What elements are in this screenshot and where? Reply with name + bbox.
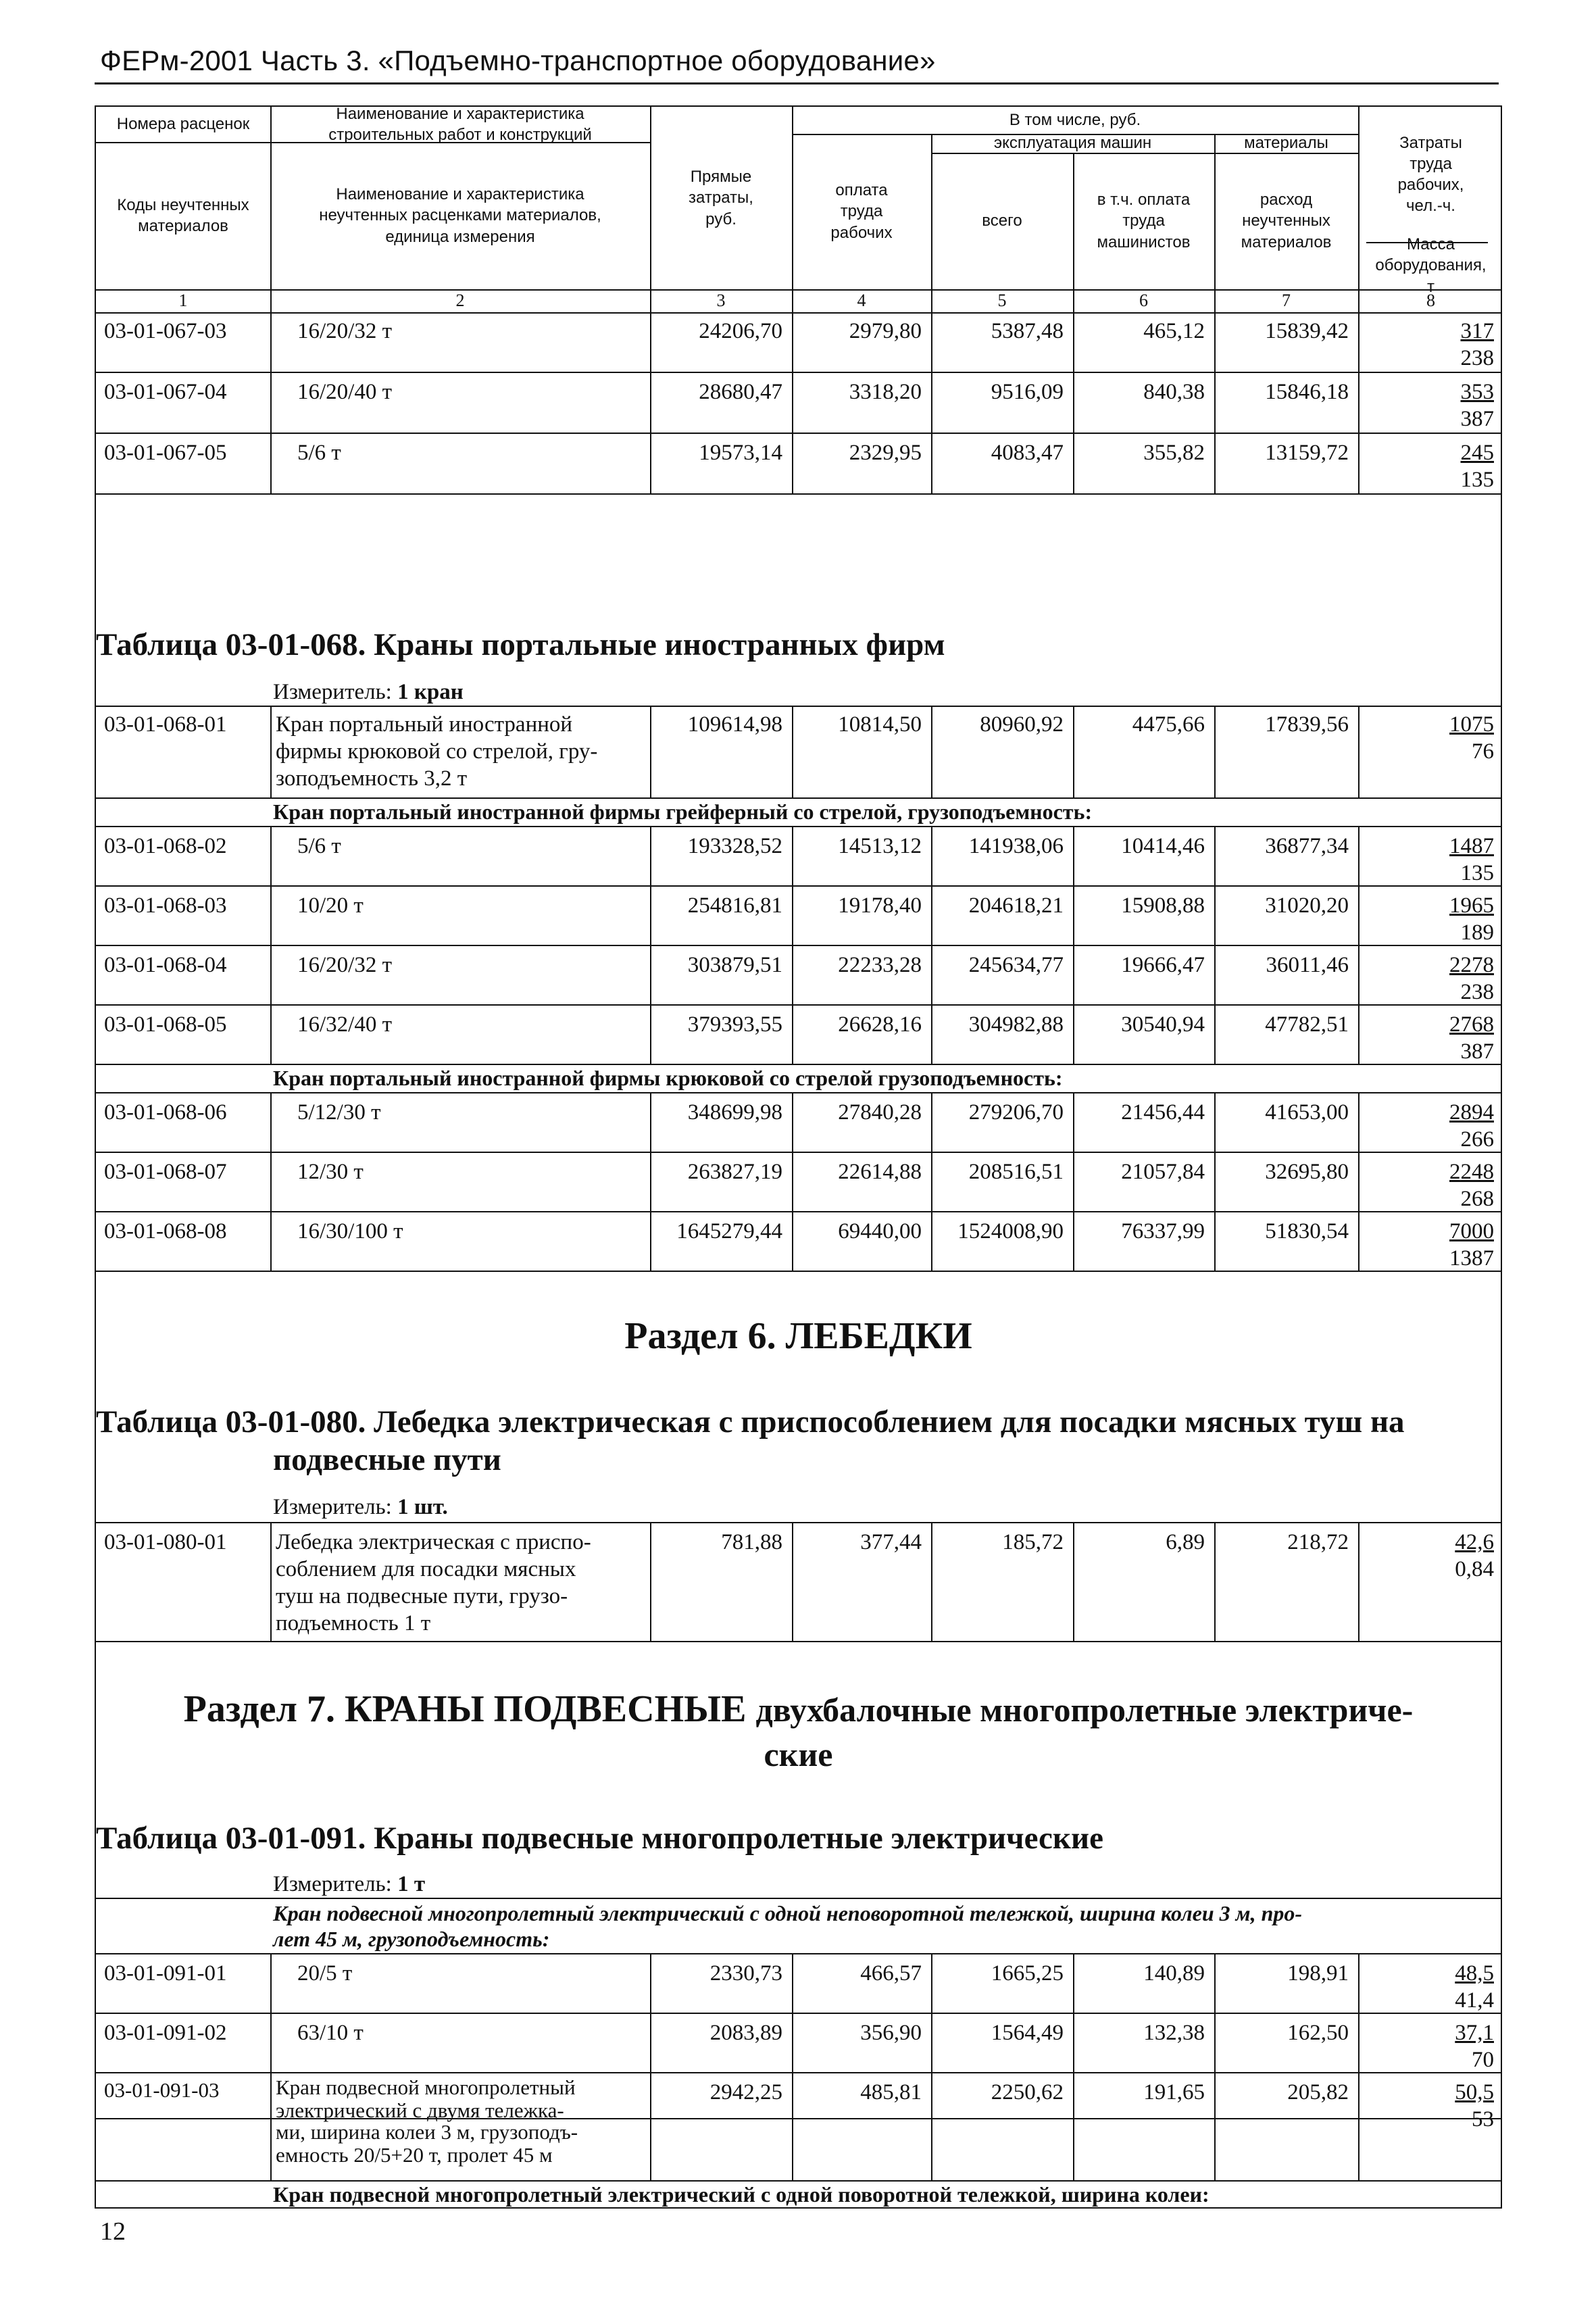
colnum-5: 5 — [997, 291, 1007, 310]
group-heading-line: лет 45 м, грузоподъемность: — [273, 1927, 550, 1951]
row-mass-value: 238 — [1460, 346, 1494, 370]
row-materials: 31020,20 — [1265, 893, 1349, 918]
section-7-sub-cont: ские — [764, 1736, 833, 1773]
group-heading-line: Кран подвесной многопролетный электрический с одной неповоротной тележкой, ширина колеи 3 м, про- — [273, 1901, 1303, 1925]
row-mass-value: 41,4 — [1455, 1988, 1494, 2013]
table-header — [96, 104, 1501, 296]
row-mass-value: 387 — [1460, 1039, 1494, 1064]
row-labor-value: 1075 — [1449, 712, 1494, 737]
row-machines-total: 304982,88 — [968, 1012, 1064, 1037]
row-materials: 205,82 — [1287, 2080, 1349, 2104]
table-080-measure — [273, 1494, 448, 1521]
row-worker-pay: 27840,28 — [838, 1100, 922, 1125]
row-machinist-pay: 30540,94 — [1121, 1012, 1205, 1037]
row-machinist-pay: 21057,84 — [1121, 1160, 1205, 1184]
row-labor-value: 2248 — [1449, 1160, 1494, 1184]
row-machinist-pay: 355,82 — [1143, 441, 1205, 465]
group-heading: Кран портальный иностранной фирмы крюковой со стрелой грузоподъемность: — [273, 1066, 1063, 1090]
row-labor — [1358, 1954, 1503, 2014]
row-worker-pay: 10814,50 — [838, 712, 922, 737]
row-labor-value: 42,6 — [1455, 1530, 1494, 1554]
row-worker-pay: 19178,40 — [838, 893, 922, 918]
row-mass-value: 387 — [1460, 407, 1494, 431]
header-machines-total: всего — [982, 212, 1022, 230]
row-code: 03-01-091-02 — [104, 2021, 227, 2045]
row-labor-value: 50,5 — [1455, 2080, 1494, 2104]
row-direct-costs: 2942,25 — [709, 2080, 782, 2104]
row-labor — [1358, 2014, 1503, 2073]
row-worker-pay: 3318,20 — [849, 380, 922, 404]
row-name-line: туш на подвесные пути, грузо- — [276, 1584, 568, 1608]
row-name-line: Кран подвесной многопролетный — [276, 2075, 576, 2099]
row-name: 16/20/32 т — [297, 319, 393, 343]
row-machinist-pay: 19666,47 — [1121, 953, 1205, 977]
row-code: 03-01-091-01 — [104, 1961, 227, 1986]
header-rule — [95, 82, 1499, 84]
row-machinist-pay: 6,89 — [1166, 1530, 1205, 1554]
row-direct-costs: 303879,51 — [687, 953, 782, 977]
colnum-3: 3 — [716, 291, 726, 310]
row-labor — [1358, 827, 1503, 887]
row-code: 03-01-068-07 — [104, 1160, 227, 1184]
row-worker-pay: 2329,95 — [849, 441, 922, 465]
row-name: 16/32/40 т — [297, 1012, 393, 1037]
row-labor — [1358, 887, 1503, 946]
row-name-line: соблением для посадки мясных — [276, 1557, 576, 1581]
row-machinist-pay: 191,65 — [1143, 2080, 1205, 2104]
row-name: 5/6 т — [297, 834, 341, 858]
row-worker-pay: 22614,88 — [838, 1160, 922, 1184]
row-labor — [1358, 1153, 1503, 1212]
row-materials: 36011,46 — [1266, 953, 1349, 977]
row-machinist-pay: 10414,46 — [1121, 834, 1205, 858]
group-heading: Кран портальный иностранной фирмы грейферный со стрелой, грузоподъемность: — [273, 799, 1093, 824]
row-direct-costs: 28680,47 — [699, 380, 782, 404]
row-machinist-pay: 140,89 — [1143, 1961, 1205, 1986]
row-name: 16/20/40 т — [297, 380, 393, 404]
row-code: 03-01-068-01 — [104, 712, 227, 737]
row-machines-total: 2250,62 — [991, 2080, 1064, 2104]
table-068-measure — [273, 679, 464, 706]
row-machines-total: 279206,70 — [968, 1100, 1064, 1125]
row-code: 03-01-080-01 — [104, 1530, 227, 1554]
group-heading: Кран подвесной многопролетный электрический с одной поворотной тележкой, ширина колеи: — [273, 2182, 1210, 2207]
colnum-6: 6 — [1139, 291, 1148, 310]
row-worker-pay: 14513,12 — [838, 834, 922, 858]
table-080-title-cont: подвесные пути — [273, 1442, 501, 1477]
row-name-line: подъемность 1 т — [276, 1611, 431, 1635]
row-code: 03-01-068-08 — [104, 1219, 227, 1244]
row-materials: 13159,72 — [1265, 441, 1349, 465]
measure-label: Измеритель: — [273, 1495, 392, 1519]
header-including: В том числе, руб. — [1009, 111, 1141, 130]
row-name: 63/10 т — [297, 2021, 364, 2045]
row-name-line: емность 20/5+20 т, пролет 45 м — [276, 2143, 553, 2167]
row-mass-value: 266 — [1460, 1127, 1494, 1152]
row-machines-total: 4083,47 — [991, 441, 1064, 465]
header-rate-numbers: Номера расценок — [116, 115, 250, 134]
row-machines-total: 1564,49 — [991, 2021, 1064, 2045]
row-materials: 36877,34 — [1265, 834, 1349, 858]
row-materials: 17839,56 — [1265, 712, 1349, 737]
row-labor-value: 48,5 — [1455, 1961, 1494, 1986]
row-name-line: зоподъемность 3,2 т — [276, 766, 468, 791]
table-068-title: Таблица 03-01-068. Краны портальные иностранных фирм — [96, 627, 945, 662]
row-direct-costs: 781,88 — [721, 1530, 782, 1554]
row-labor — [1358, 1212, 1503, 1272]
page-number: 12 — [100, 2217, 126, 2246]
row-machinist-pay: 840,38 — [1143, 380, 1205, 404]
row-name-line: ми, ширина колеи 3 м, грузоподъ- — [276, 2120, 578, 2144]
row-materials: 32695,80 — [1265, 1160, 1349, 1184]
row-worker-pay: 2979,80 — [849, 319, 922, 343]
row-name: 16/20/32 т — [297, 953, 393, 977]
row-labor — [1358, 1006, 1503, 1065]
row-direct-costs: 263827,19 — [687, 1160, 782, 1184]
row-materials: 41653,00 — [1265, 1100, 1349, 1125]
row-machines-total: 185,72 — [1002, 1530, 1064, 1554]
row-labor — [1358, 434, 1503, 493]
row-direct-costs: 1645279,44 — [676, 1219, 782, 1244]
row-name-line: Кран портальный иностранной — [276, 712, 573, 737]
section-7-sub: двухбалочные многопролетные электриче- — [755, 1691, 1414, 1729]
row-mass-value: 268 — [1460, 1187, 1494, 1211]
header-materials: материалы — [1244, 134, 1328, 153]
row-direct-costs: 24206,70 — [699, 319, 782, 343]
row-worker-pay: 22233,28 — [838, 953, 922, 977]
row-labor — [1358, 1523, 1503, 1583]
header-worker-pay: оплата труда рабочих — [830, 181, 893, 242]
row-labor-value: 1487 — [1449, 834, 1494, 858]
row-machines-total: 208516,51 — [968, 1160, 1064, 1184]
row-name — [270, 1523, 650, 1637]
row-materials: 15846,18 — [1265, 380, 1349, 404]
row-code: 03-01-068-06 — [104, 1100, 227, 1125]
row-name: 5/6 т — [297, 441, 341, 465]
row-labor — [1358, 706, 1503, 765]
colnum-2: 2 — [455, 291, 465, 310]
row-machinist-pay: 76337,99 — [1121, 1219, 1205, 1244]
row-machines-total: 204618,21 — [968, 893, 1064, 918]
row-code: 03-01-068-03 — [104, 893, 227, 918]
header-labor-costs: Затраты труда рабочих, чел.-ч. — [1397, 133, 1464, 216]
measure-value: 1 кран — [397, 680, 464, 704]
row-labor — [1358, 373, 1503, 433]
header-machinist-pay: в т.ч. оплата труда машинистов — [1097, 191, 1191, 251]
header-machines: эксплуатация машин — [993, 134, 1152, 153]
row-code: 03-01-067-03 — [104, 319, 227, 343]
row-name: 10/20 т — [297, 893, 364, 918]
row-code: 03-01-068-05 — [104, 1012, 227, 1037]
table-091-measure — [273, 1871, 425, 1898]
row-worker-pay: 69440,00 — [838, 1219, 922, 1244]
row-name: 5/12/30 т — [297, 1100, 381, 1125]
row-machines-total: 80960,92 — [980, 712, 1064, 737]
measure-label: Измеритель: — [273, 680, 392, 704]
row-mass-value: 135 — [1460, 468, 1494, 492]
row-worker-pay: 466,57 — [860, 1961, 922, 1986]
row-code: 03-01-068-04 — [104, 953, 227, 977]
row-materials: 47782,51 — [1265, 1012, 1349, 1037]
row-direct-costs: 379393,55 — [687, 1012, 782, 1037]
row-mass-value: 1387 — [1449, 1246, 1494, 1271]
measure-value: 1 шт. — [397, 1495, 448, 1519]
row-mass-value: 76 — [1472, 739, 1494, 764]
row-machines-total: 9516,09 — [991, 380, 1064, 404]
row-labor-value: 37,1 — [1455, 2021, 1494, 2045]
row-labor-value: 1965 — [1449, 893, 1494, 918]
row-worker-pay: 356,90 — [860, 2021, 922, 2045]
row-mass-value: 189 — [1460, 920, 1494, 945]
row-worker-pay: 26628,16 — [838, 1012, 922, 1037]
row-name: 16/30/100 т — [297, 1219, 403, 1244]
group-heading — [273, 1900, 1302, 1952]
colnum-7: 7 — [1282, 291, 1291, 310]
row-direct-costs: 2330,73 — [709, 1961, 782, 1986]
header-direct-costs: Прямые затраты, руб. — [689, 168, 753, 228]
colnum-4: 4 — [857, 291, 866, 310]
measure-value: 1 т — [397, 1872, 426, 1896]
row-mass-value: 70 — [1472, 2048, 1494, 2072]
row-direct-costs: 2083,89 — [709, 2021, 782, 2045]
section-7-main: Раздел 7. КРАНЫ ПОДВЕСНЫЕ — [183, 1688, 747, 1730]
header-material-codes: Коды неучтенных материалов — [117, 195, 249, 235]
row-mass-value: 53 — [1472, 2107, 1494, 2132]
row-labor-value: 353 — [1460, 380, 1494, 404]
row-worker-pay: 377,44 — [860, 1530, 922, 1554]
row-direct-costs: 348699,98 — [687, 1100, 782, 1125]
header-equipment-mass: Масса оборудования, т — [1375, 235, 1487, 296]
row-direct-costs: 193328,52 — [687, 834, 782, 858]
table-091-title: Таблица 03-01-091. Краны подвесные многопролетные электрические — [96, 1821, 1103, 1856]
row-mass-value: 238 — [1460, 980, 1494, 1004]
row-direct-costs: 109614,98 — [687, 712, 782, 737]
running-head: ФЕРм-2001 Часть 3. «Подъемно-транспортное оборудование» — [100, 45, 936, 76]
row-materials: 198,91 — [1287, 1961, 1349, 1986]
row-machines-total: 1665,25 — [991, 1961, 1064, 1986]
table-continuation — [95, 2119, 1502, 2209]
row-code: 03-01-067-05 — [104, 441, 227, 465]
row-labor — [1358, 946, 1503, 1006]
row-machines-total: 5387,48 — [991, 319, 1064, 343]
row-code: 03-01-091-03 — [104, 2078, 220, 2102]
row-machinist-pay: 15908,88 — [1121, 893, 1205, 918]
section-6-title: Раздел 6. ЛЕБЕДКИ — [624, 1315, 972, 1357]
row-name: 20/5 т — [297, 1961, 353, 1986]
row-name-line: Лебедка электрическая с приспо- — [276, 1530, 591, 1554]
row-mass-value: 0,84 — [1455, 1557, 1494, 1581]
row-worker-pay: 485,81 — [860, 2080, 922, 2104]
row-machines-total: 245634,77 — [968, 953, 1064, 977]
row-machinist-pay: 21456,44 — [1121, 1100, 1205, 1125]
row-name-line: электрический с двумя тележка- — [276, 2098, 564, 2122]
header-work-name: Наименование и характеристика строительных работ и конструкций — [328, 104, 592, 144]
colnum-1: 1 — [178, 291, 188, 310]
column-number-row — [96, 289, 1501, 314]
row-name: 12/30 т — [297, 1160, 364, 1184]
measure-label: Измеритель: — [273, 1872, 392, 1896]
row-labor — [1358, 1093, 1503, 1153]
row-materials: 218,72 — [1287, 1530, 1349, 1554]
row-machinist-pay: 465,12 — [1143, 319, 1205, 343]
row-labor — [1358, 312, 1503, 372]
row-labor-value: 317 — [1460, 319, 1494, 343]
row-machinist-pay: 4475,66 — [1132, 712, 1205, 737]
row-name — [270, 706, 650, 792]
row-labor-value: 2894 — [1449, 1100, 1494, 1125]
section-7-title-cont — [96, 1731, 1501, 1777]
header-material-name: Наименование и характеристика неучтенных расценками материалов, единица измерения — [319, 185, 601, 246]
row-machinist-pay: 132,38 — [1143, 2021, 1205, 2045]
row-labor-value: 2768 — [1449, 1012, 1494, 1037]
row-name-cont — [270, 2115, 650, 2167]
row-direct-costs: 19573,14 — [699, 441, 782, 465]
row-code: 03-01-068-02 — [104, 834, 227, 858]
row-direct-costs: 254816,81 — [687, 893, 782, 918]
row-code: 03-01-067-04 — [104, 380, 227, 404]
row-labor-value: 2278 — [1449, 953, 1494, 977]
row-materials: 162,50 — [1287, 2021, 1349, 2045]
row-machines-total: 141938,06 — [968, 834, 1064, 858]
row-materials: 15839,42 — [1265, 319, 1349, 343]
section-7-title — [96, 1687, 1501, 1732]
row-mass-value: 135 — [1460, 861, 1494, 885]
row-machines-total: 1524008,90 — [957, 1219, 1064, 1244]
row-name-line: фирмы крюковой со стрелой, гру- — [276, 739, 598, 764]
colnum-8: 8 — [1426, 291, 1435, 310]
row-labor-value: 7000 — [1449, 1219, 1494, 1244]
header-material-consumption: расход неучтенных материалов — [1241, 191, 1332, 251]
row-materials: 51830,54 — [1265, 1219, 1349, 1244]
row-labor-value: 245 — [1460, 441, 1494, 465]
table-080-title: Таблица 03-01-080. Лебедка электрическая с приспособлением для посадки мясных туш на — [96, 1404, 1405, 1439]
